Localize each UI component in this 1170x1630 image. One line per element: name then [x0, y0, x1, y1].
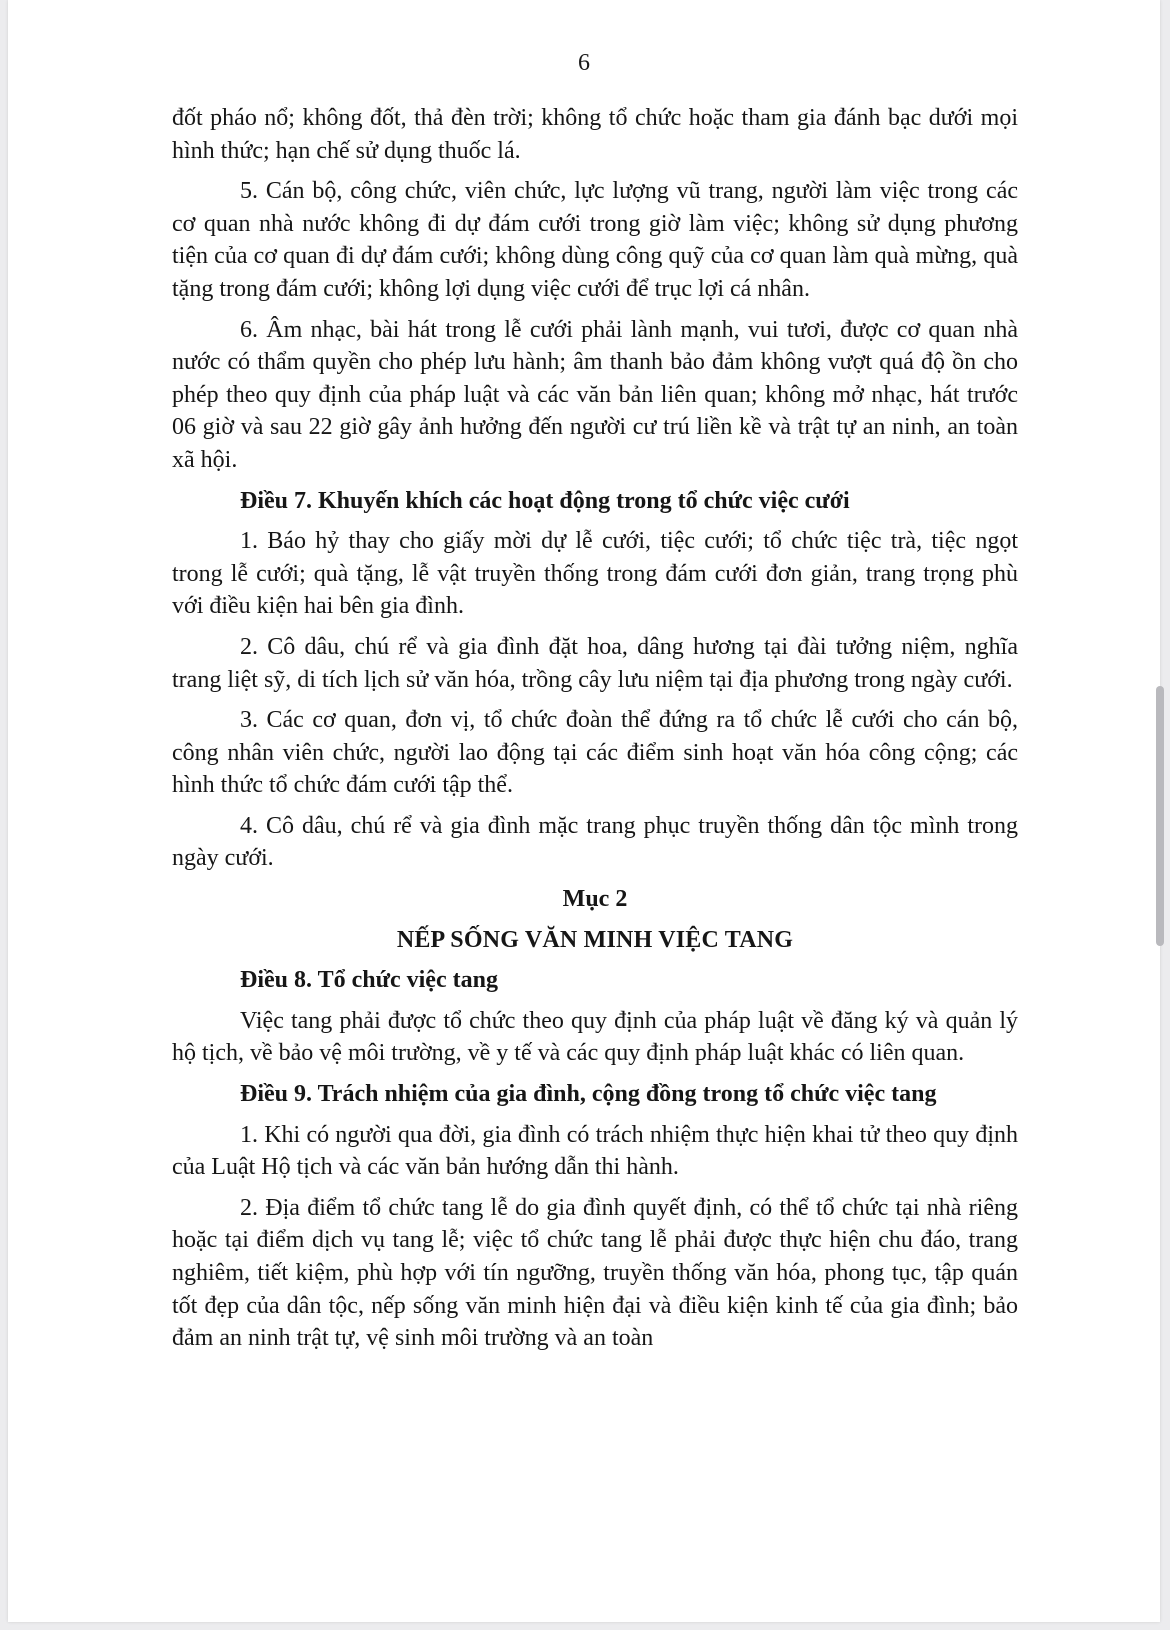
article-8-heading: Điều 8. Tổ chức việc tang: [240, 967, 498, 994]
article-7-clause-1: 1. Báo hỷ thay cho giấy mời dự lễ cưới, tiệc cưới; tổ chức tiệc trà, tiệc ngọt trong lễ cưới; quà tặng, lễ vật truyền thống trong đám cưới đơn giản, trang trọng phù với điều kiện hai bên gia đình.: [172, 528, 1018, 620]
article-7-heading: Điều 7. Khuyến khích các hoạt động trong tổ chức việc cưới: [240, 487, 850, 514]
section-number: Mục 2: [562, 886, 628, 913]
paragraph-continuation: đốt pháo nổ; không đốt, thả đèn trời; không tổ chức hoặc tham gia đánh bạc dưới mọi hình thức; hạn chế sử dụng thuốc lá.: [172, 105, 1018, 164]
article-8-body: Việc tang phải được tổ chức theo quy định của pháp luật về đăng ký và quản lý hộ tịch, về bảo vệ môi trường, về y tế và các quy định pháp luật khác có liên quan.: [172, 1007, 1018, 1067]
paragraph-clause-6: 6. Âm nhạc, bài hát trong lễ cưới phải lành mạnh, vui tươi, được cơ quan nhà nước có thẩm quyền cho phép lưu hành; âm thanh bảo đảm không vượt quá độ ồn cho phép theo quy định của pháp luật và các văn bản liên quan; không mở nhạc, hát trước 06 giờ và sau 22 giờ gây ảnh hưởng đến người cư trú liền kề và trật tự an ninh, an toàn xã hội.: [172, 316, 1018, 473]
article-7-clause-3: 3. Các cơ quan, đơn vị, tổ chức đoàn thể đứng ra tổ chức lễ cưới cho cán bộ, công nhân viên chức, người lao động tại các điểm sinh hoạt văn hóa công cộng; các hình thức tổ chức đám cưới tập thể.: [172, 707, 1018, 799]
article-9-heading: Điều 9. Trách nhiệm của gia đình, cộng đồng trong tổ chức việc tang: [240, 1081, 937, 1108]
document-page: [8, 0, 1160, 1622]
section-title: NẾP SỐNG VĂN MINH VIỆC TANG: [396, 926, 794, 953]
page-number: 6: [578, 50, 590, 76]
article-7-clause-4: 4. Cô dâu, chú rể và gia đình mặc trang phục truyền thống dân tộc mình trong ngày cưới.: [172, 812, 1018, 872]
paragraph-clause-5: 5. Cán bộ, công chức, viên chức, lực lượng vũ trang, người làm việc trong các cơ quan nhà nước không đi dự đám cưới trong giờ làm việc; không sử dụng phương tiện của cơ quan đi dự đám cưới; không dùng công quỹ của cơ quan làm quà mừng, quà tặng trong đám cưới; không lợi dụng việc cưới để trục lợi cá nhân.: [172, 178, 1018, 302]
vertical-scrollbar[interactable]: [1156, 686, 1164, 946]
article-7-clause-2: 2. Cô dâu, chú rể và gia đình đặt hoa, dâng hương tại đài tưởng niệm, nghĩa trang liệt sỹ, di tích lịch sử văn hóa, trồng cây lưu niệm tại địa phương trong ngày cưới.: [172, 633, 1018, 693]
article-9-clause-2: 2. Địa điểm tổ chức tang lễ do gia đình quyết định, có thể tổ chức tại nhà riêng hoặc tại điểm dịch vụ tang lễ; việc tổ chức tang lễ phải được thực hiện chu đáo, trang nghiêm, tiết kiệm, phù hợp với tín ngưỡng, truyền thống văn hóa, phong tục, tập quán tốt đẹp của dân tộc, nếp sống văn minh hiện đại và điều kiện kinh tế của gia đình; bảo đảm an ninh trật tự, vệ sinh môi trường và an toàn: [172, 1194, 1018, 1352]
document-body: [172, 102, 1018, 1363]
article-9-clause-1: 1. Khi có người qua đời, gia đình có trách nhiệm thực hiện khai tử theo quy định của Luật Hộ tịch và các văn bản hướng dẫn thi hành.: [172, 1121, 1018, 1181]
